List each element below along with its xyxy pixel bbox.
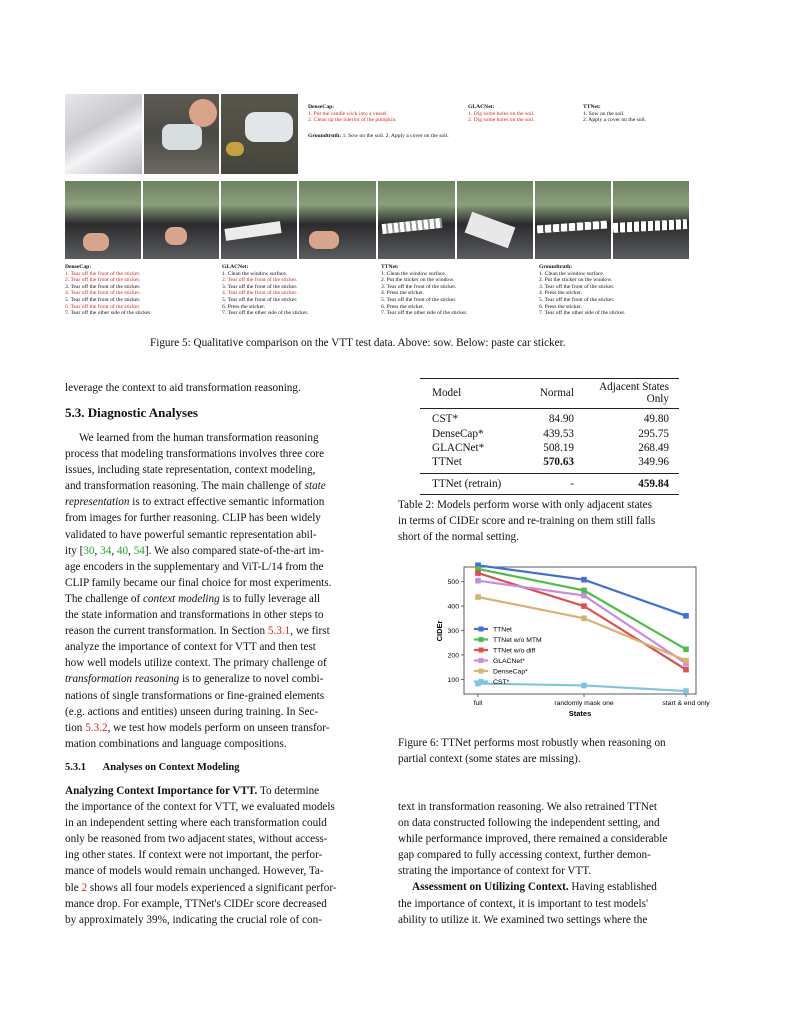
table-cell-normal: 570.63 (543, 456, 574, 469)
top-glacnet-line: 2. Dig some holes on the soil. (468, 117, 535, 124)
text-emphasis: representation (65, 496, 130, 509)
table-row (420, 412, 679, 426)
table-cell-model: CST* (432, 413, 459, 426)
text-line: (e.g. actions and entities) unseen during training. In Sec- (65, 705, 319, 718)
text-segment: reason the current transformation. In Section (65, 625, 266, 638)
table2-caption (398, 497, 704, 545)
bottom-densecap-line: 6. Tear off the front of the sticker. (65, 303, 141, 310)
data-point (683, 647, 689, 653)
text-segment: ble (65, 881, 79, 894)
bottom-photo-1 (65, 181, 141, 259)
bottom-densecap-title: DenseCap: (65, 264, 92, 270)
text-segment: , we first (290, 625, 330, 638)
top-glacnet-title: GLACNet: (468, 104, 495, 110)
caption-line: in terms of CIDEr score and re-training on them still falls (398, 515, 656, 528)
table-cell-normal: 439.53 (543, 427, 574, 440)
text-line: on data constructed following the independent setting, and (398, 817, 660, 830)
text-line: CLIP family became our final choice for most experiments. (65, 576, 332, 589)
text-line: while performance improved, there remained a considerable (398, 833, 668, 846)
table-row (420, 477, 679, 491)
text-line (65, 494, 371, 510)
y-axis-label: CIDEr (435, 620, 444, 642)
bottom-glacnet (222, 264, 308, 317)
legend-marker (479, 637, 484, 642)
table-row (420, 441, 679, 455)
context-paragraph (65, 783, 371, 928)
top-groundtruth-text: 1. Sow on the soil. 2. Apply a cover on the soil. (342, 133, 449, 139)
data-point (581, 577, 587, 583)
top-densecap-title: DenseCap: (308, 104, 335, 110)
bottom-ttnet-title: TTNet: (381, 264, 399, 270)
y-tick-label: 300 (447, 628, 459, 635)
text-line: ability to utilize it. We examined two settings where the (398, 913, 648, 926)
bottom-photo-3 (221, 181, 297, 259)
text-segment: The challenge of (65, 592, 141, 605)
bottom-densecap-line: 5. Tear off the front of the sticker. (65, 296, 141, 303)
caption-line: Table 2: Models perform worse with only adjacent states (398, 499, 652, 511)
data-point (683, 613, 689, 619)
legend-label: GLACNet* (493, 658, 525, 665)
bottom-photo-5 (378, 181, 455, 259)
citation-link[interactable]: 40 (116, 544, 129, 557)
section-link[interactable]: 5.3.1 (267, 625, 291, 638)
text-segment: ity [ (65, 544, 84, 557)
bottom-densecap-line: 2. Tear off the front of the sticker. (65, 277, 141, 284)
bottom-glacnet-line: 6. Press the sticker. (222, 303, 266, 310)
table-header-adjacent: Adjacent States Only (599, 381, 669, 405)
x-tick-label: randomly mask one (554, 700, 614, 707)
text-emphasis: context modeling (142, 592, 220, 605)
paragraph-heading: Assessment on Utilizing Context. (412, 881, 569, 894)
legend-marker (479, 669, 484, 674)
text-segment: , we test how models perform on unseen transfor- (107, 721, 330, 734)
table-row (420, 455, 679, 469)
text-line (398, 879, 704, 895)
text-line: in an independent setting where each transformation could (65, 817, 327, 830)
data-point (581, 683, 587, 689)
bottom-densecap-line: 1. Tear off the front of the sticker. (65, 270, 141, 277)
bottom-groundtruth-line: 6. Press the sticker. (539, 303, 583, 310)
top-densecap-line: 2. Clean up the interior of the pumpkin. (308, 117, 397, 124)
text-line (65, 783, 371, 799)
data-point (581, 593, 587, 599)
bottom-ttnet-line: 7. Tear off the other side of the sticker. (381, 310, 468, 317)
data-point (683, 658, 689, 664)
legend-label: TTNet (493, 626, 512, 634)
text-emphasis: state (304, 480, 326, 493)
bottom-groundtruth-line: 4. Press the sticker. (539, 290, 583, 297)
top-photo-3 (221, 94, 298, 174)
bottom-ttnet-line: 1. Clean the window surface. (381, 270, 447, 277)
text-segment: shows all four models experienced a significant perfor- (89, 881, 337, 894)
caption-line: Figure 6: TTNet performs most robustly when reasoning on (398, 737, 666, 749)
text-line: analyze the importance of context for VTT and then test (65, 641, 316, 654)
bottom-glacnet-line: 1. Clean the window surface. (222, 270, 288, 277)
citation-link[interactable]: 30 (83, 544, 95, 557)
data-point (683, 667, 689, 673)
text-line: ing other states. If context were not important, the perfor- (65, 849, 323, 862)
bottom-groundtruth-line: 1. Clean the window surface. (539, 270, 605, 277)
legend-label: CST* (493, 679, 510, 686)
text-emphasis: transformation reasoning (65, 673, 180, 686)
text-line: mance of models would remain unchanged. However, Ta- (65, 865, 324, 878)
text-segment: is to fully leverage all (222, 592, 321, 605)
data-point (475, 578, 481, 584)
data-point (581, 588, 587, 594)
text-segment: To determine (259, 785, 320, 797)
bottom-ttnet-line: 5. Tear off the front of the sticker. (381, 296, 457, 303)
table-row (420, 426, 679, 440)
table-cell-model: TTNet (retrain) (432, 477, 502, 490)
text-segment: and transformation reasoning. The main challenge of (65, 480, 302, 493)
y-tick-label: 100 (447, 676, 459, 684)
x-axis-label: States (568, 709, 592, 718)
top-ttnet-line: 1. Sow on the soil. (583, 110, 625, 117)
text-line: the importance of the context for VTT, we evaluated models (65, 801, 335, 814)
bottom-photo-7 (535, 181, 611, 259)
text-segment: is to generalize to novel combi- (182, 673, 324, 686)
legend-label: TTNet w/o MTM (493, 637, 542, 644)
bottom-glacnet-line: 5. Tear off the front of the sticker. (222, 296, 298, 303)
table2-retrain (420, 477, 679, 491)
bottom-groundtruth-line: 2. Put the sticker on the window. (539, 277, 613, 284)
bottom-photo-6 (457, 181, 533, 259)
bottom-densecap-line: 7. Tear off the other side of the sticker. (65, 310, 152, 317)
subsection-number: 5.3.1 (65, 762, 86, 773)
top-photo-2 (144, 94, 219, 174)
text-line: age encoders in the supplementary and ViT-L/14 from the (65, 560, 324, 573)
top-ttnet-title: TTNet: (583, 104, 601, 110)
bottom-photo-2 (143, 181, 219, 259)
y-tick-label: 200 (447, 652, 459, 660)
text-segment: Having established (571, 881, 657, 894)
caption-line: partial context (some states are missing). (398, 753, 581, 766)
bottom-glacnet-line: 7. Tear off the other side of the sticker. (222, 310, 309, 317)
text-line: only be reasoned from two adjacent states, without access- (65, 833, 328, 846)
citation-link[interactable]: 34 (100, 544, 112, 557)
figure6-chart (435, 565, 710, 725)
bottom-densecap-line: 4. Tear off the front of the sticker. (65, 290, 141, 297)
text-line (65, 478, 371, 494)
text-line: gap compared to fully accessing context, further demon- (398, 849, 651, 862)
caption-line: short of the normal setting. (398, 531, 519, 544)
legend-marker (479, 627, 484, 632)
data-point (581, 615, 587, 621)
top-densecap-line: 1. Put the candle wick into a vessel. (308, 110, 389, 117)
bottom-glacnet-line: 3. Tear off the front of the sticker. (222, 283, 298, 290)
text-line (65, 591, 371, 607)
table-cell-adjacent: 49.80 (643, 413, 669, 426)
data-point (683, 688, 689, 694)
legend-label: TTNet w/o diff (493, 647, 536, 655)
section-title: 5.3. Diagnostic Analyses (65, 405, 198, 420)
y-tick-label: 400 (447, 603, 459, 611)
left-column (65, 380, 371, 396)
bottom-groundtruth-line: 5. Tear off the front of the sticker. (539, 296, 615, 303)
text-line: strating the importance of context for VTT. (398, 865, 592, 878)
citation-link[interactable]: 54 (133, 544, 145, 557)
data-point (581, 603, 587, 609)
table-header-model: Model (432, 387, 462, 399)
y-tick-label: 500 (447, 579, 459, 587)
bottom-groundtruth-line: 3. Tear off the front of the sticker. (539, 283, 615, 290)
text-segment: tion (65, 721, 83, 734)
legend-marker (479, 679, 484, 684)
text-line: the state information and transformations in other steps to (65, 609, 324, 622)
text-segment: ]. We also compared state-of-the-art im- (144, 544, 324, 557)
top-groundtruth-label: Groundtruth: (308, 133, 342, 139)
text-line: by approximately 39%, indicating the crucial role of con- (65, 913, 322, 926)
subsection-title (65, 762, 239, 773)
x-tick-label: start & end only (662, 700, 710, 707)
text-line: We learned from the human transformation reasoning (79, 432, 319, 444)
top-glacnet (468, 104, 535, 124)
text-line (65, 880, 371, 896)
bottom-ttnet-line: 4. Press the sticker. (381, 290, 425, 297)
bottom-photo-4 (299, 181, 376, 259)
bottom-ttnet (381, 264, 467, 317)
data-point (475, 594, 481, 600)
text-line: text in transformation reasoning. We also retrained TTNet (398, 801, 658, 813)
table-cell-adjacent: 268.49 (638, 441, 669, 454)
bottom-photo-8 (613, 181, 689, 259)
text-line: the importance of context, it is important to test models' (398, 897, 648, 910)
x-tick-label: full (473, 700, 483, 707)
table-cell-model: GLACNet* (432, 441, 485, 454)
table-cell-adjacent: 295.75 (638, 427, 669, 440)
bottom-groundtruth (539, 264, 625, 317)
section-link[interactable]: 5.3.2 (85, 721, 108, 734)
subsection-label: Analyses on Context Modeling (102, 762, 240, 773)
text-line (65, 623, 371, 639)
legend-label: DenseCap* (493, 668, 528, 676)
table-cell-model: DenseCap* (432, 427, 484, 440)
figure5-caption: Figure 5: Qualitative comparison on the VTT test data. Above: sow. Below: paste car sticker. (150, 337, 566, 349)
text-segment: is to extract effective semantic information (132, 496, 325, 509)
top-photo-1 (65, 94, 142, 174)
bottom-groundtruth-title: Groundtruth: (539, 264, 573, 270)
text-line: ity [30, 34, 40, 54]. We also compared state-of-the-art im- (65, 544, 324, 557)
top-ttnet-line: 2. Apply a cover on the soil. (583, 117, 647, 124)
text-line (65, 720, 371, 736)
bottom-ttnet-line: 2. Put the sticker on the window. (381, 277, 455, 284)
top-groundtruth (308, 133, 449, 140)
left-line0: leverage the context to aid transformation reasoning. (65, 382, 301, 394)
bottom-densecap (65, 264, 151, 317)
bottom-ttnet-line: 6. Press the sticker. (381, 303, 425, 310)
legend-marker (479, 658, 484, 663)
table-cell-normal: - (570, 477, 574, 490)
table-cell-normal: 508.19 (543, 441, 574, 454)
table-cell-adjacent: 349.96 (638, 456, 669, 469)
legend-marker (479, 648, 484, 653)
text-line: how well models utilize context. The primary challenge of (65, 657, 327, 670)
text-line: from images for further reasoning. CLIP has been widely (65, 512, 321, 525)
diagnostic-paragraph (65, 430, 371, 752)
text-line: nations of single transformations or fine-grained elements (65, 689, 325, 702)
bottom-groundtruth-line: 7. Tear off the other side of the sticker. (539, 310, 626, 317)
top-glacnet-line: 1. Dig some holes on the soil. (468, 110, 535, 117)
table2 (420, 378, 679, 495)
figure6-caption (398, 735, 704, 767)
bottom-ttnet-line: 3. Tear off the front of the sticker. (381, 283, 457, 290)
paragraph-heading: Analyzing Context Importance for VTT. (65, 785, 258, 797)
table-header-normal: Normal (539, 387, 574, 399)
table-cell-model: TTNet (432, 456, 462, 469)
table2-header (420, 381, 679, 405)
text-line: mation combinations and language compositions. (65, 737, 287, 750)
text-line: validated to have powerful semantic representation abil- (65, 528, 317, 541)
top-densecap (308, 104, 397, 124)
bottom-glacnet-line: 2. Tear off the front of the sticker. (222, 277, 298, 284)
data-point (475, 570, 481, 576)
bottom-densecap-line: 3. Tear off the front of the sticker. (65, 283, 141, 290)
text-line: mance drop. For example, TTNet's CIDEr score decreased (65, 897, 327, 910)
right-paragraph (398, 799, 704, 928)
bottom-glacnet-title: GLACNet: (222, 264, 249, 270)
text-line: process that modeling transformations involves three core (65, 448, 325, 461)
table2-body (420, 412, 679, 470)
text-line (65, 671, 371, 687)
table-link[interactable]: 2 (81, 881, 88, 894)
table-cell-normal: 84.90 (548, 413, 574, 426)
bottom-glacnet-line: 4. Tear off the front of the sticker. (222, 290, 298, 297)
table-cell-adjacent: 459.84 (638, 477, 669, 490)
text-line: issues, including state representation, context modeling, (65, 464, 316, 477)
top-ttnet (583, 104, 646, 124)
